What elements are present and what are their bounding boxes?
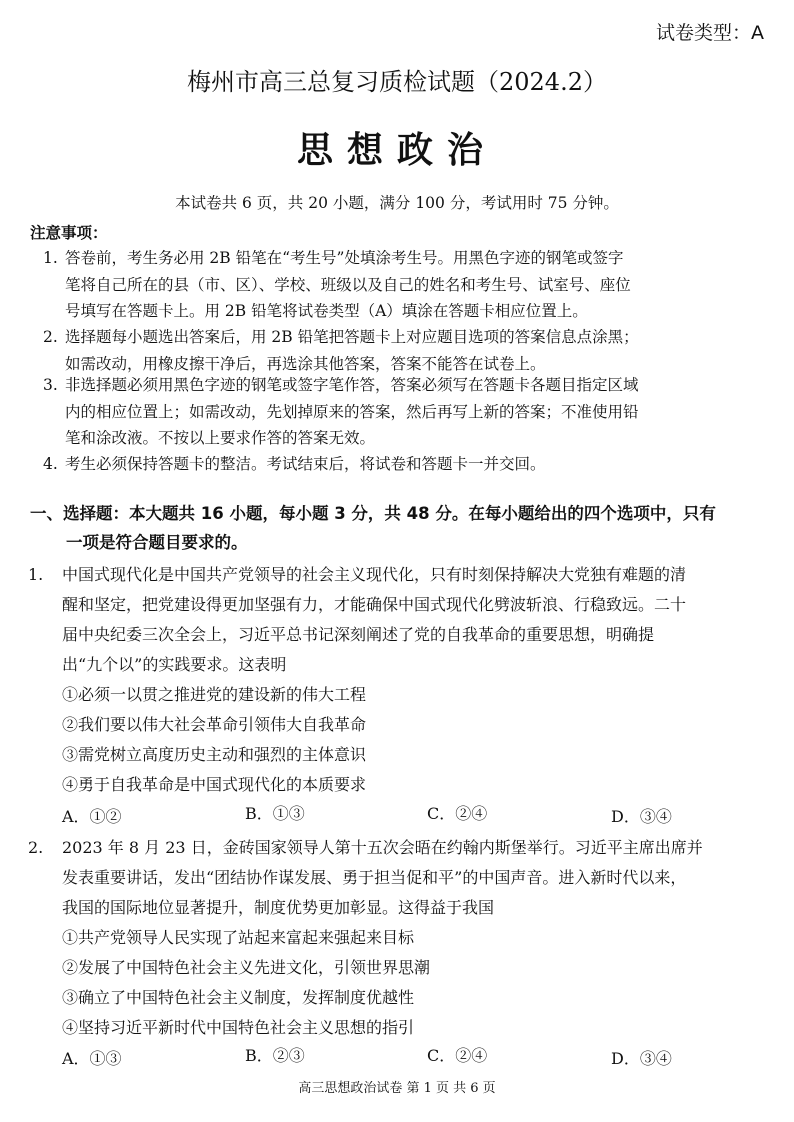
- notice-item-1: [43, 245, 765, 325]
- exam-info: 本试卷共 6 页，共 20 小题，满分 100 分，考试用时 75 分钟。: [175, 194, 619, 212]
- statement: ②我们要以伟大社会革命引领伟大自我革命: [62, 715, 367, 734]
- notice-title: 注意事项：: [30, 224, 108, 242]
- question-1-stem: [28, 560, 774, 680]
- notice-item-number: 2.: [43, 328, 58, 346]
- statement: ③确立了中国特色社会主义制度，发挥制度优越性: [62, 988, 415, 1007]
- option-a[interactable]: A．①③: [62, 1049, 122, 1068]
- option-b[interactable]: B．①③: [245, 804, 305, 823]
- paper-type-label: 试卷类型：A: [656, 22, 764, 44]
- stem-line: 发表重要讲话，发出“团结协作谋发展、勇于担当促和平”的中国声音。进入新时代以来，: [62, 868, 687, 887]
- notice-item-4: [43, 451, 765, 478]
- option-d[interactable]: D．③④: [611, 807, 672, 826]
- notice-line: 笔将自己所在的县（市、区）、学校、班级以及自己的姓名和考生号、试室号、座位: [65, 275, 631, 294]
- question-2-statements: [62, 923, 430, 1043]
- option-d[interactable]: D．③④: [611, 1049, 672, 1068]
- section-header-line: 一、选择题：本大题共 16 小题，每小题 3 分，共 48 分。在每小题给出的四个选项中，只有: [30, 504, 716, 523]
- option-c[interactable]: C．②④: [427, 804, 488, 823]
- statement: ②发展了中国特色社会主义先进文化，引领世界思潮: [62, 958, 431, 977]
- subject-title: 思想政治: [296, 130, 497, 171]
- question-1-statements: [62, 680, 366, 800]
- notice-item-3: [43, 372, 765, 452]
- section-header-line: 一项是符合题目要求的。: [66, 533, 248, 552]
- question-2-stem: [28, 833, 774, 923]
- notice-line: 考生必须保持答题卡的整洁。考试结束后，将试卷和答题卡一并交回。: [65, 455, 546, 473]
- stem-line: 醒和坚定，把党建设得更加坚强有力，才能确保中国式现代化劈波斩浪、行稳致远。二十: [62, 595, 687, 614]
- stem-line: 出“九个以”的实践要求。这表明: [62, 655, 287, 674]
- page-footer: 高三思想政治试卷 第 1 页 共 6 页: [298, 1081, 496, 1096]
- statement: ④勇于自我革命是中国式现代化的本质要求: [62, 775, 367, 794]
- statement: ①共产党领导人民实现了站起来富起来强起来目标: [62, 928, 415, 947]
- option-c[interactable]: C．②④: [427, 1046, 488, 1065]
- section-header: [30, 499, 775, 557]
- notice-line: 笔和涂改液。不按以上要求作答的答案无效。: [65, 429, 376, 447]
- stem-line: 2023 年 8 月 23 日，金砖国家领导人第十五次会晤在约翰内斯堡举行。习近平主席出席并: [62, 838, 703, 857]
- statement: ④坚持习近平新时代中国特色社会主义思想的指引: [62, 1018, 415, 1037]
- notice-line: 非选择题必须用黑色字迹的钢笔或签字笔作答，答案必须写在答题卡各题目指定区域: [65, 376, 639, 394]
- option-b[interactable]: B．②③: [245, 1046, 305, 1065]
- question-number: 2.: [28, 838, 44, 857]
- statement: ①必须一以贯之推进党的建设新的伟大工程: [62, 685, 367, 704]
- stem-line: 中国式现代化是中国共产党领导的社会主义现代化，只有时刻保持解决大党独有难题的清: [62, 565, 687, 584]
- question-number: 1.: [28, 565, 44, 584]
- option-a[interactable]: A．①②: [62, 807, 122, 826]
- notice-item-number: 3.: [43, 376, 58, 394]
- stem-line: 届中央纪委三次全会上，习近平总书记深刻阐述了党的自我革命的重要思想，明确提: [62, 625, 655, 644]
- exam-title: 梅州市高三总复习质检试题（2024.2）: [187, 68, 607, 96]
- notice-item-number: 4.: [43, 455, 58, 473]
- statement: ③需党树立高度历史主动和强烈的主体意识: [62, 745, 367, 764]
- notice-line: 如需改动，用橡皮擦干净后，再选涂其他答案，答案不能答在试卷上。: [65, 354, 546, 373]
- notice-line: 答卷前，考生务必用 2B 铅笔在“考生号”处填涂考生号。用黑色字迹的钢笔或签字: [65, 249, 624, 267]
- notice-line: 号填写在答题卡上。用 2B 铅笔将试卷类型（A）填涂在答题卡相应位置上。: [65, 302, 588, 320]
- notice-item-2: [43, 324, 765, 377]
- notice-line: 内的相应位置上；如需改动，先划掉原来的答案，然后再写上新的答案；不准使用铅: [65, 402, 639, 421]
- notice-line: 选择题每小题选出答案后，用 2B 铅笔把答题卡上对应题目选项的答案信息点涂黑；: [65, 328, 639, 346]
- stem-line: 我国的国际地位显著提升，制度优势更加彰显。这得益于我国: [62, 898, 495, 917]
- notice-item-number: 1.: [43, 249, 58, 267]
